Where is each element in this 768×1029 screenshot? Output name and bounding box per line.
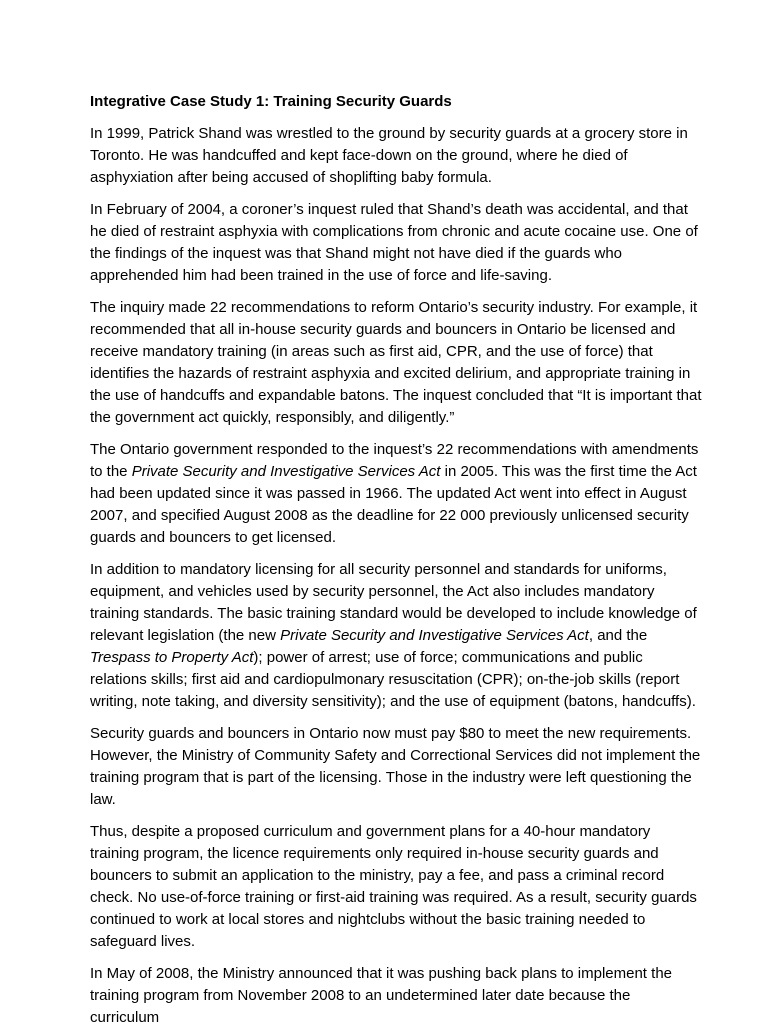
paragraph-2: In February of 2004, a coroner’s inquest ruled that Shand’s death was accidental, and that he died of restraint asphyxia with complications from chronic and acute cocaine use. One of the findings of the inquest was that Shand might not have died if the guards who apprehended him had been trained in the use of force and life-saving. — [90, 201, 698, 284]
paragraph-6: Security guards and bouncers in Ontario now must pay $80 to meet the new requirements. However, the Ministry of Community Safety and Correctional Services did not implement the training program that is part of the licensing. Those in the industry were left questioning the law. — [90, 725, 701, 808]
paragraph-3: The inquiry made 22 recommendations to reform Ontario’s security industry. For example, it recommended that all in-house security guards and bouncers in Ontario be licensed and receive mandatory training (in areas such as first aid, CPR, and the use of force) that identifies the hazards of restraint asphyxia and excited delirium, and appropriate training in the use of handcuffs and expandable batons. The inquest concluded that “It is important that the government act quickly, responsibly, and diligently.” — [90, 299, 702, 426]
act-title: Private Security and Investigative Services Act — [131, 463, 441, 480]
paragraph-7: Thus, despite a proposed curriculum and government plans for a 40-hour mandatory training program, the licence requirements only required in-house security guards and bouncers to submit an application to the ministry, pay a fee, and pass a criminal record check. No use-of-force training or first-aid training was required. As a result, security guards continued to work at local stores and nightclubs without the basic training needed to safeguard lives. — [90, 823, 697, 950]
paragraph-5-text-a: In addition to mandatory licensing for all security personnel and standards for uniforms, equipment, and vehicles used by security personnel, the Act also includes mandatory training standards. The basic training standard would be developed to include knowledge of relevant legislation (the new — [90, 561, 697, 644]
paragraph-8: In May of 2008, the Ministry announced that it was pushing back plans to implement the training program from November 2008 to an undetermined later date because the curriculum — [90, 965, 672, 1026]
paragraph-1: In 1999, Patrick Shand was wrestled to the ground by security guards at a grocery store in Toronto. He was handcuffed and kept face-down on the ground, where he died of asphyxiation after being accused of shoplifting baby formula. — [90, 125, 688, 186]
trespass-act-title: Trespass to Property Act — [90, 649, 254, 666]
paragraph-5-text-c: ); power of arrest; use of force; communications and public relations skills; first aid and cardiopulmonary resuscitation (CPR); on-the-job skills (report writing, note taking, and diversity sensitivity); and the use of equipment (batons, handcuffs). — [90, 649, 696, 710]
paragraph-4-text-a: The Ontario government responded to the inquest’s 22 recommendations with amendments to the — [90, 441, 699, 480]
paragraph-5 — [90, 559, 702, 713]
paragraph-4-text-b: in 2005. This was the first time the Act had been updated since it was passed in 1966. The updated Act went into effect in August 2007, and specified August 2008 as the deadline for 22 000 previously unlicensed security guards and bouncers to get licensed. — [90, 463, 697, 546]
case-study-title: Integrative Case Study 1: Training Security Guards — [90, 93, 452, 110]
paragraph-5-text-b: , and the — [588, 627, 648, 644]
paragraph-4 — [90, 439, 702, 549]
act-title: Private Security and Investigative Services Act — [280, 627, 589, 644]
